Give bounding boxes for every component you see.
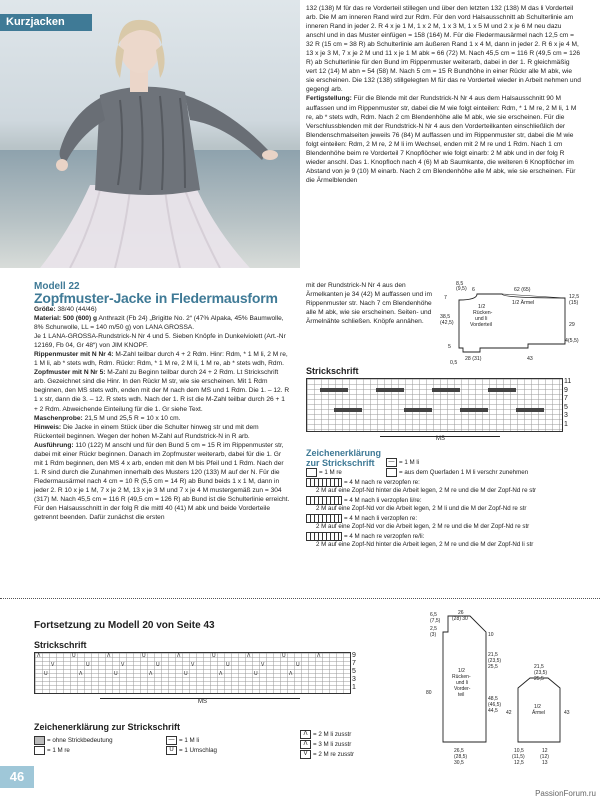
- svg-text:U: U: [184, 671, 188, 677]
- dim-label: 43: [527, 356, 533, 362]
- dim-label: 6,5: [430, 612, 437, 618]
- dim-label: 38,5: [440, 314, 451, 320]
- empty-symbol: [34, 736, 45, 745]
- dim-label: Ärmel: [532, 710, 546, 716]
- dim-label: Vorderteil: [470, 322, 492, 328]
- svg-text:Λ: Λ: [107, 653, 111, 659]
- continuation-title: Fortsetzung zu Modell 20 von Seite 43: [34, 620, 215, 631]
- legend-cable-1-desc: 2 M auf eine Zopf-Nd hinter die Arbeit legen, 2 M re und die M der Zopf-Nd re str: [316, 487, 537, 494]
- dim-label: Rücken-: [473, 310, 493, 316]
- paragraph: mit der Rundstrick-N Nr 4 aus den Ärmelkanten je 34 (42) M auffassen und im Rippenmuster str. Nach 7 cm Blendenhöhe alle M abk, wie sie erscheinen. Seiten- und Ärmelnähte schließen. Knöpfe annähen.: [306, 282, 432, 326]
- section-divider: [0, 598, 600, 599]
- section-tag: Kurzjacken: [0, 14, 92, 31]
- cable-symbol: [306, 532, 342, 541]
- svg-text:U: U: [44, 671, 48, 677]
- dim-label: Rücken-: [452, 674, 471, 680]
- dim-label: 42: [506, 710, 512, 716]
- paragraph: Rippenmuster mit N Nr 4: M-Zahl teilbar durch 4 + 2 Rdm. Hinr: Rdm, * 1 M li, 2 M re, 1 M li, ab * stets wdh, Rdm. Rückr: Rdm, * 1 M re, 2 M li, 1 M re, ab * stets wdh, Rdm.: [34, 351, 288, 368]
- legend-cable-4: = 4 M nach re verzopfen re/li:: [306, 532, 581, 542]
- dec-symbol: Λ: [300, 730, 311, 739]
- increase-symbol: [386, 468, 397, 477]
- watermark: PassionForum.ru: [535, 789, 596, 798]
- dim-label: teil: [458, 692, 465, 698]
- instructions-left: [34, 305, 290, 522]
- legend-2-title: Zeichenerklärung zur Strickschrift: [34, 722, 181, 732]
- paragraph: 132 (138) M für das re Vorderteil stillegen und über den letzten 132 (138) M das li Vorderteil arb. Die M am inneren Rand wird zur Rdm. Für den vord Halsausschnitt ab Schulterlinie am inneren Rand in jeder 2. R 4 x je 1 M, 1 x 2 M, 1 x 3 M, 1 x 5 M und 2 x je 6 M neu dazu anschl und in das Muster einfügen = 158 (164) M. Für die Fledermausärmel nach 12,5 cm = 32 R (15 cm = 38 R) ab Schulterlinie am äußeren Rand 1 x 4 M, dann in jeder 2. R 6 x je 4 M, 13 x je 3 M, 7 x je 2 M und 11 x je 1 M abk = 66 (72) M. Nach 45,5 cm = 116 R (49,5 cm = 126 R) ab Schulterlinie für den Bund im Rippenmuster weiterarb, dabei in der 1. R gleichmäßig vert 12 (14) M abn = 54 (58) M. Nach 5 cm = 15 R Bundhöhe in einer Rückr alle M abk, wie sie erscheinen. Die 132 (138) stillgelegten M für das re Vorderteil wieder in Arbeit nehmen und gegengl arb.: [306, 5, 581, 94]
- legend-cable-2-desc: 2 M auf eine Zopf-Nd vor die Arbeit legen, 2 M li und die M der Zopf-Nd re str: [316, 505, 527, 512]
- dim-label: (42,5): [440, 320, 454, 326]
- dim-label: 2,5: [430, 626, 437, 632]
- dim-label: 44,5: [488, 708, 498, 714]
- legend-cable-3: = 4 M nach li verzopfen re:: [306, 514, 581, 524]
- instructions-right-end: [306, 281, 441, 326]
- paragraph: Fertigstellung: Für die Blende mit der Rundstrick-N Nr 4 aus dem Halsausschnitt 90 M auffassen und im Rippenmuster str, dabei die M wie folgt einteilen: Rdm, * 1 M re, 2 M li, 1 M re, ab * stets wdh, Rdm. Nach 2 cm Blendenhöhe alle M abk, wie sie erscheinen. Für die Verschlussblenden mit der Rundstrick-N Nr 4 aus den Vorderteilkanten einschließlich der Blendenschmalseiten jeweils 76 (84) M auffassen und im Rippenmuster str, dabei die M wie folgt einteilen: Rdm, 2 M re, 2 M li im Wechsel, enden mit 2 M re und 1 Rdm. Nach 1 cm Blendenhöhe beim re Vorderteil 7 Knopflöcher wie folgt einarb: 2 M abk und in der folg R wieder anschl. Das 1. Knopfloch nach 4 (6) M ab Saumkante, die weiteren 6 Knopflöcher im Abstand von je 9 (10) M einarb. Nach 2 cm Blendenhöhe alle M abk, wie sie erscheinen. Für die Ärmelblenden: [306, 95, 577, 184]
- svg-text:Λ: Λ: [247, 653, 251, 659]
- paragraph: Größe: 38/40 (44/46): [34, 306, 97, 313]
- dim-label: 10: [488, 632, 494, 638]
- paragraph: Je 1 LANA-GROSSA-Rundstrick-N Nr 4 und 5. Sieben Knöpfe in Dunkelviolett (Art.-Nr 12169, Fb 04, Gr 48“) von JIM KNOPF.: [34, 333, 286, 350]
- dim-label: und li: [456, 680, 468, 686]
- svg-text:U: U: [72, 653, 76, 659]
- dec-re-symbol: V: [300, 750, 311, 759]
- dim-label: 6: [472, 287, 475, 293]
- dim-label: 26: [458, 610, 464, 616]
- dim-label: 8,5: [456, 281, 464, 287]
- dim-label: 28 (31): [465, 356, 482, 362]
- dim-label: 5: [448, 344, 451, 350]
- instructions-right: [306, 4, 581, 185]
- dim-label: (28) 30: [452, 616, 468, 622]
- dim-label: 12,5: [569, 294, 580, 300]
- svg-text:V: V: [191, 662, 195, 668]
- dim-label: 21,5: [488, 652, 498, 658]
- svg-text:Λ: Λ: [289, 671, 293, 677]
- legend-item-increase: = aus dem Querfaden 1 M li verschr zunehmen: [386, 468, 528, 478]
- dim-label: (11,5): [512, 754, 525, 760]
- svg-text:U: U: [296, 662, 300, 668]
- paragraph: Hinweis: Die Jacke in einem Stück über die Schulter hinweg str und mit dem Rückenteil beginnen. Wegen der hohen M-Zahl auf Rundstrick-N in R arb.: [34, 423, 259, 440]
- legend-2-item: — = 1 M li: [166, 736, 199, 746]
- row-numbers: 11 9 7 5 3 1: [564, 378, 572, 428]
- legend-cable-2: = 4 M nach li verzopfen li/re:: [306, 496, 581, 506]
- dec3-symbol: Λ: [300, 740, 311, 749]
- dim-label: 1/2: [458, 668, 465, 674]
- strickschrift-title: Strickschrift: [306, 366, 359, 376]
- dim-label: 43: [564, 710, 570, 716]
- dim-label: 13: [542, 760, 548, 766]
- svg-text:Λ: Λ: [149, 671, 153, 677]
- dim-label: 1/2: [534, 704, 541, 710]
- svg-text:U: U: [254, 671, 258, 677]
- dim-label: 0,5: [450, 360, 458, 366]
- svg-text:U: U: [142, 653, 146, 659]
- dim-label: (28,5): [454, 754, 468, 760]
- svg-text:V: V: [261, 662, 265, 668]
- dim-label: und li: [475, 316, 488, 322]
- paragraph: Maschenprobe: 21,5 M und 25,5 R = 10 x 10 cm.: [34, 414, 181, 422]
- re-symbol: [34, 746, 45, 755]
- legend-2-item: V = 2 M re zusstr: [300, 750, 354, 760]
- lace-marks: [34, 652, 349, 692]
- yarn-over-symbol: U: [166, 746, 177, 755]
- model-label: Modell 22: [34, 281, 80, 292]
- legend-item-re: = 1 M re: [306, 468, 342, 478]
- legend-2-item: = 1 M re: [34, 746, 70, 756]
- dim-label: 7: [444, 295, 447, 301]
- schematic-jacket: [432, 278, 582, 368]
- svg-text:Λ: Λ: [79, 671, 83, 677]
- cable-symbol: [306, 478, 342, 487]
- dim-label: 62 (65): [514, 287, 531, 293]
- cable-marks: [306, 378, 561, 430]
- dim-label: (23,5): [488, 658, 502, 664]
- dim-label: 12,5: [514, 760, 524, 766]
- svg-text:U: U: [282, 653, 286, 659]
- row-numbers-2: 9 7 5 3 1: [352, 652, 356, 691]
- legend-item-li: — = 1 M li: [386, 458, 419, 468]
- schematic-model-20: [418, 606, 596, 770]
- dim-label: 1/2: [478, 304, 486, 310]
- page-number: 46: [0, 766, 34, 788]
- dim-label: 48,5: [488, 696, 498, 702]
- model-title: Zopfmuster-Jacke in Fledermausform: [34, 290, 278, 306]
- dim-label: 26,5: [454, 748, 464, 754]
- dim-label: (12): [540, 754, 549, 760]
- dim-label: (9,5): [456, 286, 467, 292]
- svg-text:U: U: [226, 662, 230, 668]
- paragraph: Zopfmuster mit N Nr 5: M-Zahl zu Beginn teilbar durch 24 + 2 Rdm. Lt Strickschrift arb. Gezeichnet sind die Hinr. In den Rückr M str, wie sie erscheinen. Mit 1 Rdm beginnen, den MS stets wdh, enden mit der M nach dem MS und 1 Rdm. Die 1. – 12. R 1 x str, dann die 3. – 12. R stets wdh. Nach der 1. R ist die M-Zahl teilbar durch 26 + 1 + 2 Rdm. Abweichende Einteilung für die 1. Gr siehe Text.: [34, 369, 290, 413]
- ms-label: MS: [436, 436, 445, 442]
- svg-text:Λ: Λ: [317, 653, 321, 659]
- cable-symbol: [306, 496, 342, 505]
- dim-label: (46,5): [488, 702, 502, 708]
- strickschrift-2-title: Strickschrift: [34, 640, 87, 650]
- legend-title: Zeichenerklärung: [306, 448, 382, 458]
- svg-text:U: U: [86, 662, 90, 668]
- li-symbol: —: [386, 458, 397, 467]
- dim-label: 1/2 Ärmel: [512, 300, 535, 306]
- dim-label: Vorder-: [454, 686, 471, 692]
- legend-2-item: = ohne Strickbedeutung: [34, 736, 113, 746]
- svg-text:U: U: [156, 662, 160, 668]
- dim-label: 30,5: [454, 760, 464, 766]
- svg-text:Λ: Λ: [37, 653, 41, 659]
- legend-2-item: U = 1 Umschlag: [166, 746, 217, 756]
- svg-text:Λ: Λ: [177, 653, 181, 659]
- legend-cable-3-desc: 2 M auf eine Zopf-Nd vor die Arbeit legen, 2 M re und die M der Zopf-Nd re str: [316, 523, 530, 530]
- legend-cable-4-desc: 2 M auf eine Zopf-Nd hinter die Arbeit legen, 2 M re und die M der Zopf-Nd li str: [316, 541, 534, 548]
- dim-label: (7,5): [430, 618, 441, 624]
- legend-title-2: zur Strickschrift: [306, 458, 375, 468]
- dim-label: 80: [426, 690, 432, 696]
- legend-2-item: Λ = 3 M li zusstr: [300, 740, 351, 750]
- dim-label: 4(5,5): [565, 338, 579, 344]
- cable-symbol: [306, 514, 342, 523]
- svg-text:Λ: Λ: [219, 671, 223, 677]
- dim-label: (23,5): [534, 670, 548, 676]
- svg-text:U: U: [114, 671, 118, 677]
- model-photo: [0, 0, 300, 268]
- svg-text:V: V: [121, 662, 125, 668]
- dim-label: (15): [569, 300, 579, 306]
- dim-label: 10,5: [514, 748, 524, 754]
- dim-label: 12: [542, 748, 548, 754]
- dim-label: 29: [569, 322, 575, 328]
- legend-cable-1: = 4 M nach re verzopfen re:: [306, 478, 581, 488]
- dim-label: 25,5: [488, 664, 498, 670]
- ms-label-2: MS: [198, 699, 207, 705]
- paragraph: Material: 500 (600) g Anthrazit (Fb 24) „Brigitte No. 2“ (47% Alpaka, 45% Baumwolle, 8% Schurwolle, LL = 140 m/50 g) von LANA GROSSA.: [34, 315, 284, 332]
- dim-label: 25,5: [534, 676, 544, 682]
- legend-2-item: Λ = 2 M li zusstr: [300, 730, 351, 740]
- svg-text:V: V: [51, 662, 55, 668]
- paragraph: Ausführung: 110 (122) M anschl und für den Bund 5 cm = 15 R im Rippenmuster str, dabei mit einer Rückr beginnen. Danach im Zopfmuster weiterarb, dabei für die 1. Gr mit 1 Rdm beginnen, den MS 4 x arb, enden mit den M bis Pfeil und 1 Rdm. Nach der 1. R sind durch die Zunahmen innerhalb des Musters 120 (133) M auf der N. Für die Fledermausärmel nach 4 cm = 10 R (5,5 cm = 14 R) ab Bund beids 1 x 1 M, dann in jeder 2. R 10 x je 1 M, 7 x je 2 M, 13 x je 3 M und 7 x je 4 M mustergemäß zun = 304 (317) M. Nach 45,5 cm = 116 R (49,5 cm = 126 R) ab Bund ist die Schulterlinie erreicht. Für den Halsausschnitt in der folg R die mittl 40 (41) M abk und beide Vorderteile getrennt beenden. Dafür zunächst die ersten: [34, 441, 290, 522]
- model-figure: [0, 0, 300, 268]
- li-symbol: —: [166, 736, 177, 745]
- re-symbol: [306, 468, 317, 477]
- dim-label: (3): [430, 632, 437, 638]
- dim-label: 21,5: [534, 664, 544, 670]
- svg-text:U: U: [212, 653, 216, 659]
